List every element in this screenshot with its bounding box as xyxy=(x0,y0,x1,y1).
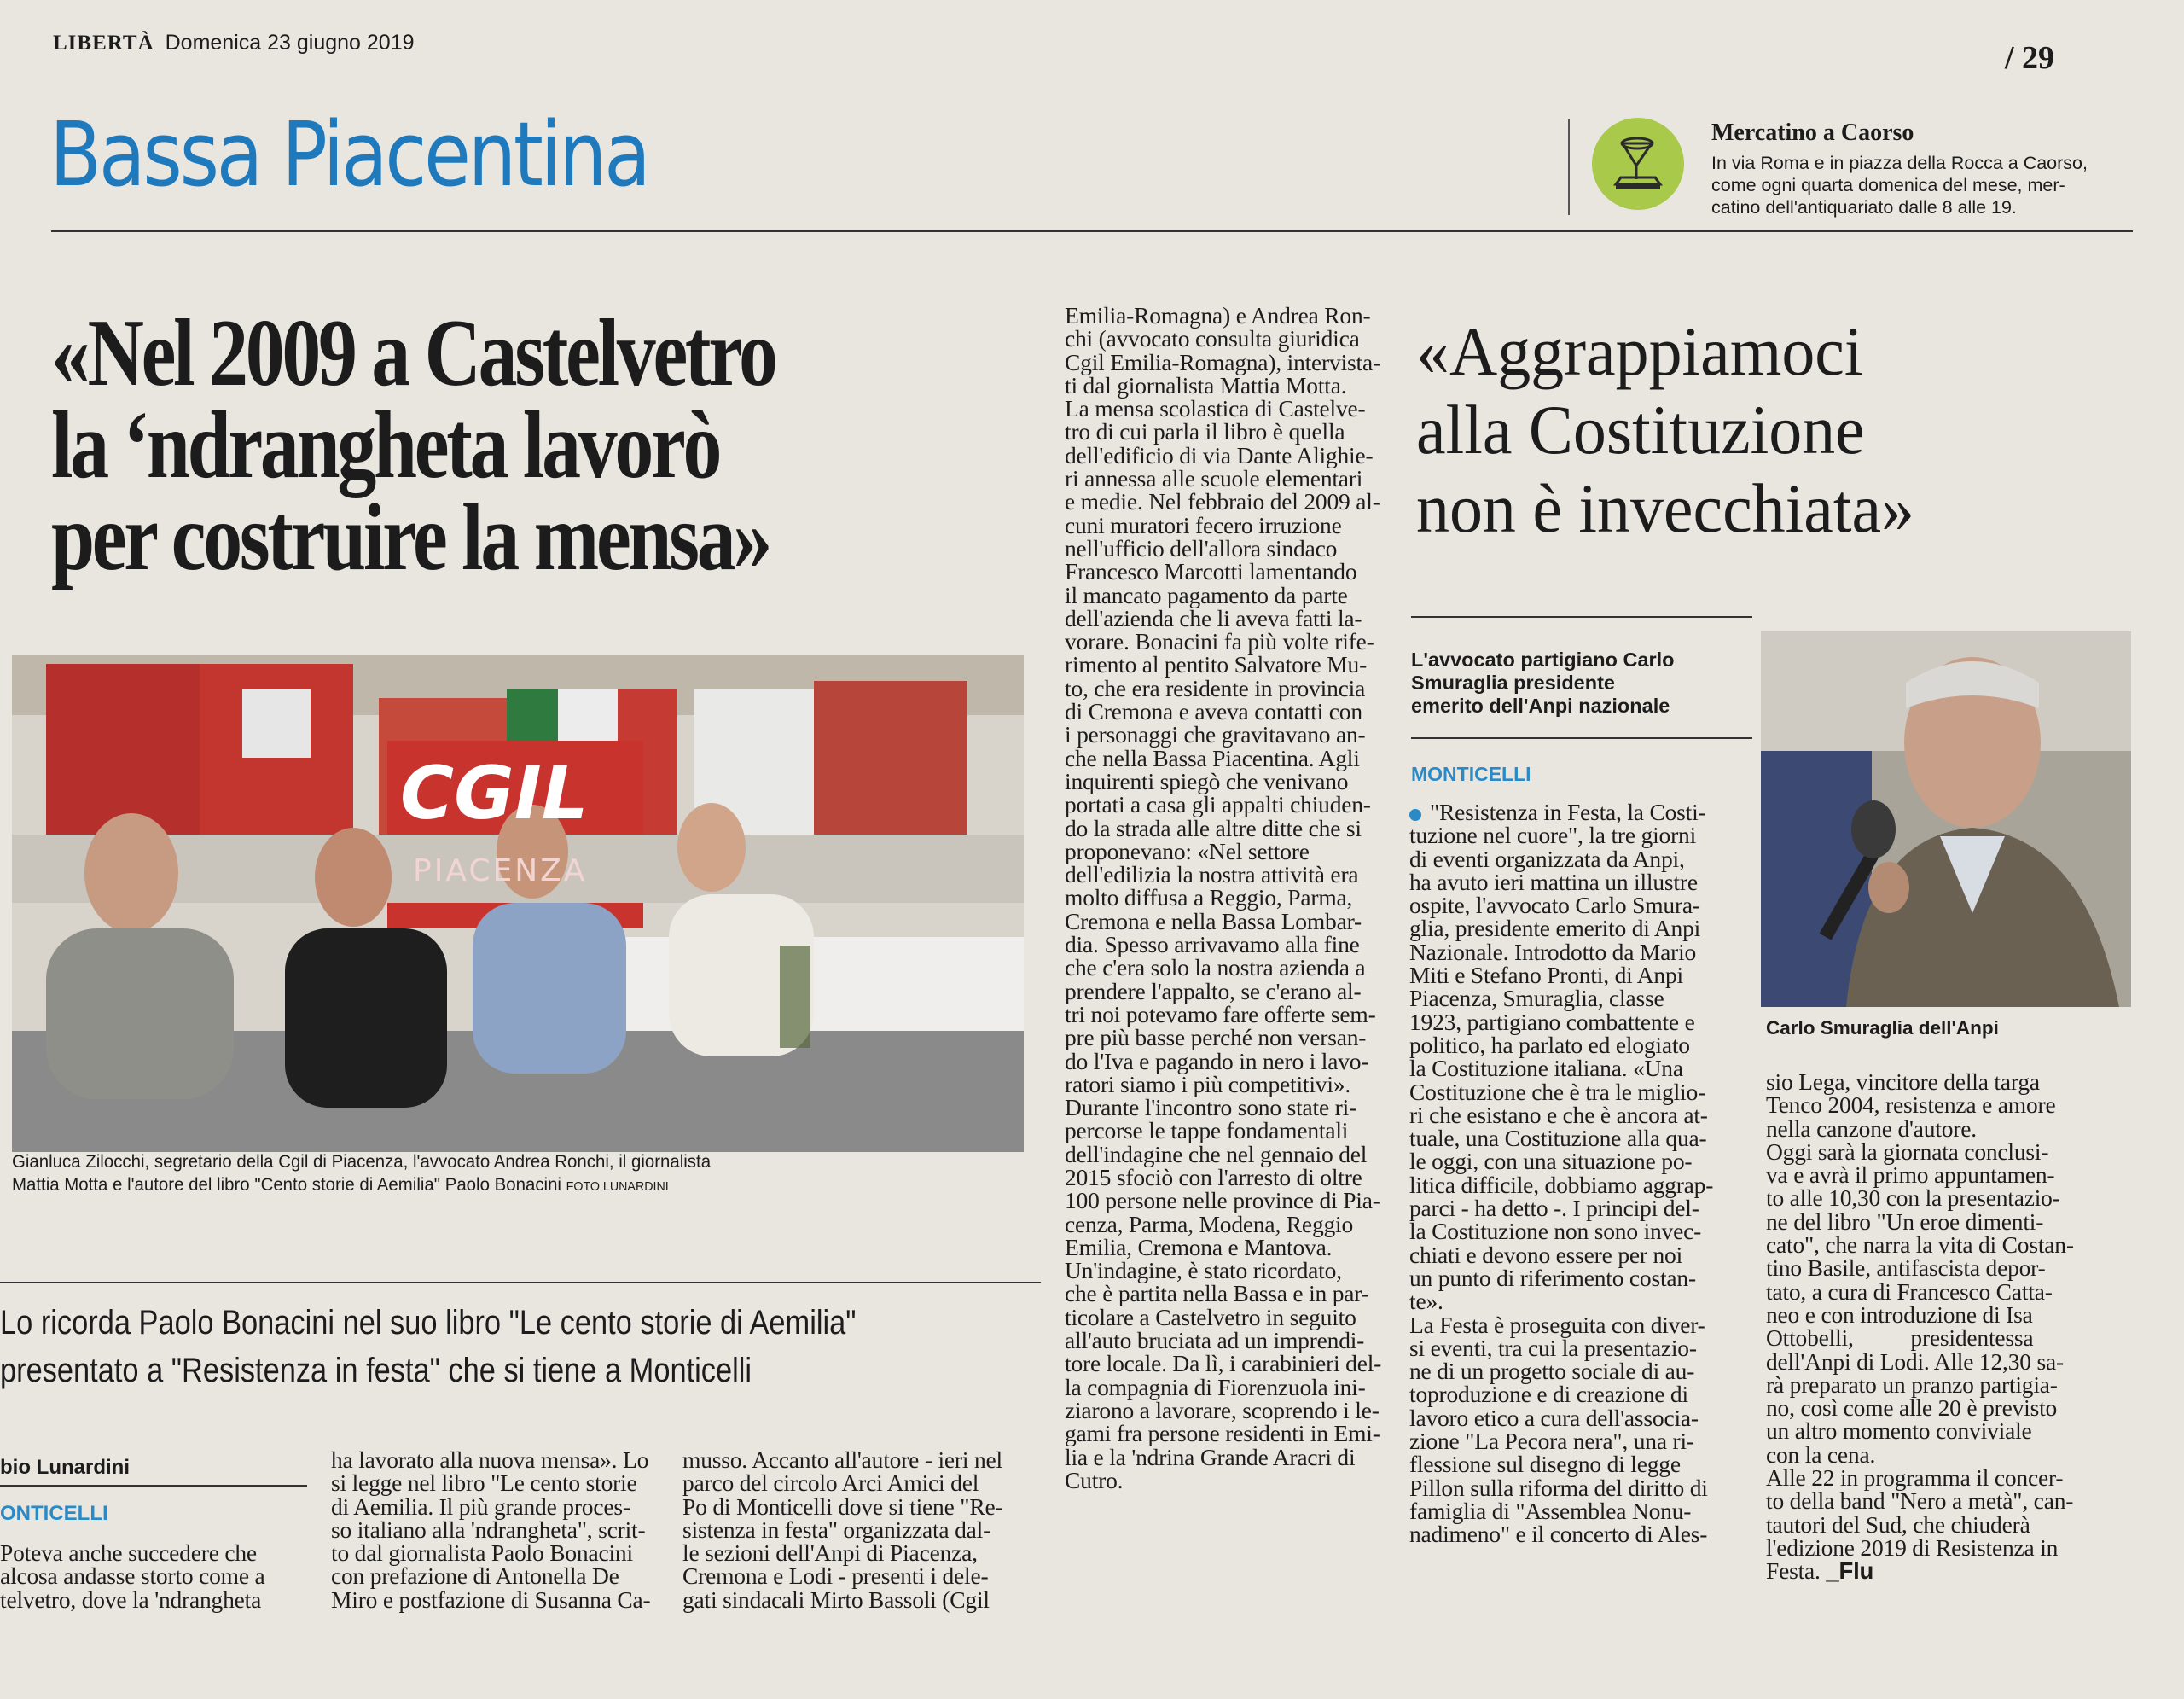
text-line: tino Basile, antifascista depor- xyxy=(1766,1254,2046,1282)
text-line: no, così come alle 20 è previsto xyxy=(1766,1394,2058,1422)
text-line: chi (avvocato consulta giuridica xyxy=(1065,325,1360,352)
text-line: chiati e devono essere per noi xyxy=(1409,1241,1683,1268)
text-line: tri noi potevamo fare offerte sem- xyxy=(1065,1000,1376,1027)
text-line: famiglia di "Assemblea Nonu- xyxy=(1409,1497,1692,1524)
notice-divider xyxy=(1568,119,1570,215)
text-line: zione "La Pecora nera", una ri- xyxy=(1409,1428,1694,1455)
text-line: la Costituzione italiana. «Una xyxy=(1409,1055,1683,1082)
text-line: glia, presidente emerito di Anpi xyxy=(1409,915,1701,942)
text-line: so italiano alla 'ndrangheta", scrit- xyxy=(331,1516,646,1543)
article1-photo-caption xyxy=(12,1150,711,1198)
masthead-row xyxy=(53,31,415,55)
text-line: tore locale. Da lì, i carabinieri del- xyxy=(1065,1350,1382,1377)
text-line: ziarono a lavorare, scoprendo i le- xyxy=(1065,1396,1380,1423)
caption-line: Mattia Motta e l'autore del libro "Cento storie di Aemilia" Paolo Bonacini xyxy=(12,1174,561,1195)
headline-line: la ‘ndrangheta lavorò xyxy=(51,393,720,498)
text-line: Durante l'incontro sono state ri- xyxy=(1065,1094,1357,1121)
author-signature: _Flu xyxy=(1826,1557,1874,1585)
header-rule xyxy=(51,230,2133,232)
text-line: gati sindacali Mirto Bassoli (Cgil xyxy=(682,1586,990,1613)
text-line: 1923, partigiano combattente e xyxy=(1409,1008,1695,1035)
text-line: Oggi sarà la giornata conclusi- xyxy=(1766,1138,2049,1165)
text-line: neo e con introduzione di Isa xyxy=(1766,1300,2033,1328)
masthead: LIBERTÀ xyxy=(53,32,154,55)
article1-column-2 xyxy=(331,1448,651,1611)
text-line: dell'indagine che nel gennaio del xyxy=(1065,1140,1368,1167)
summary-rule xyxy=(1411,737,1752,739)
caption-line: Gianluca Zilocchi, segretario della Cgil di Piacenza, l'avvocato Andrea Ronchi, il giornalista xyxy=(12,1151,712,1172)
text-line: si eventi, tra cui la presentazio- xyxy=(1409,1334,1697,1361)
text-line: to della band "Nero a metà", can- xyxy=(1766,1487,2074,1515)
meeting-photo-illustration xyxy=(12,655,1024,1152)
text-line: lia e la 'ndrina Grande Aracri di xyxy=(1065,1443,1356,1470)
text-line: sio Lega, vincitore della targa xyxy=(1766,1068,2040,1095)
text-line: che è partita nella Bassa e in par- xyxy=(1065,1280,1369,1307)
text-line: to alle 10,30 con la presentazio- xyxy=(1766,1184,2060,1212)
text-line: nell'ufficio dell'allora sindaco xyxy=(1065,534,1338,561)
text-line: Pillon sulla riforma del diritto di xyxy=(1409,1474,1708,1501)
text-line: do l'Iva e pagando in nero i lavo- xyxy=(1065,1047,1369,1074)
text-line: Cgil Emilia-Romagna), intervista- xyxy=(1065,348,1380,375)
text-line: dia. Spesso arrivavamo alla fine xyxy=(1065,931,1360,958)
article2-headline xyxy=(1416,312,1914,548)
text-line: Miti e Stefano Pronti, di Anpi xyxy=(1409,962,1683,989)
text-line: Ottobelli, presidentessa xyxy=(1766,1324,2034,1352)
text-line: La Festa è proseguita con diver- xyxy=(1409,1311,1705,1338)
text-line: cenza, Parma, Modena, Reggio xyxy=(1065,1210,1354,1237)
text-line: Costituzione che è tra le miglio- xyxy=(1409,1078,1705,1105)
text-line: prendere l'appalto, se c'erano al- xyxy=(1065,977,1362,1004)
text-line: rimento al pentito Salvatore Mu- xyxy=(1065,651,1368,678)
notice-text xyxy=(1711,152,2088,218)
text-line: ti dal giornalista Mattia Motta. xyxy=(1065,371,1347,399)
article2-rule xyxy=(1411,616,1752,618)
text-line: Emilia, Cremona e Mantova. xyxy=(1065,1233,1333,1260)
text-line: un punto di riferimento costan- xyxy=(1409,1264,1696,1291)
text-line: toproduzione e di creazione di xyxy=(1409,1381,1688,1408)
notice-title: Mercatino a Caorso xyxy=(1711,119,1914,146)
byline: bio Lunardini xyxy=(0,1456,130,1479)
text-line: i personaggi che gravitavano an- xyxy=(1065,721,1366,748)
summary-line: emerito dell'Anpi nazionale xyxy=(1411,695,1670,717)
text-line: il mancato pagamento da parte xyxy=(1065,581,1348,608)
text-line: ne del libro "Un eroe dimenti- xyxy=(1766,1207,2044,1235)
notice-icon-circle xyxy=(1592,118,1684,210)
headline-line: «Aggrappiamoci xyxy=(1416,312,1863,390)
text-line: percorse le tappe fondamentali xyxy=(1065,1117,1349,1144)
notice-line: In via Roma e in piazza della Rocca a Caorso, xyxy=(1711,153,2088,173)
text-line: sistenza in festa" organizzata dal- xyxy=(682,1516,991,1543)
portrait-photo-illustration xyxy=(1761,631,2131,1007)
text-line: all'auto bruciata ad un imprendi- xyxy=(1065,1327,1365,1354)
summary-line: L'avvocato partigiano Carlo xyxy=(1411,649,1675,671)
text-line: do la strada alle altre ditte che si xyxy=(1065,814,1362,841)
text-line: l'edizione 2019 di Resistenza in xyxy=(1766,1533,2059,1561)
text-line: parco del circolo Arci Amici del xyxy=(682,1469,979,1497)
text-line: nella canzone d'autore. xyxy=(1766,1114,1977,1142)
text-line: di Aemilia. Il più grande proces- xyxy=(331,1492,630,1520)
article2-column-2 xyxy=(1766,1070,2095,1583)
article1-column-1 xyxy=(0,1541,299,1611)
article1-column-3 xyxy=(682,1448,1005,1611)
text-line: Tenco 2004, resistenza e amore xyxy=(1766,1091,2056,1119)
text-line: rà preparato un pranzo partigia- xyxy=(1766,1370,2058,1398)
text-line: 100 persone nelle province di Pia- xyxy=(1065,1187,1380,1214)
text-line: la compagnia di Fiorenzuola ini- xyxy=(1065,1373,1366,1400)
text-line: Un'indagine, è stato ricordato, xyxy=(1065,1257,1342,1284)
text-line: ticolare a Castelvetro in seguito xyxy=(1065,1303,1356,1330)
article1-photo xyxy=(12,655,1024,1152)
notice-line: catino dell'antiquariato dalle 8 alle 19. xyxy=(1711,197,2017,218)
text-line: ha avuto ieri mattina un illustre xyxy=(1409,868,1698,895)
text-line: con la cena. xyxy=(1766,1440,1876,1468)
text-line: tuzione nel cuore", la tre giorni xyxy=(1409,822,1697,849)
text-line: le oggi, con una situazione po- xyxy=(1409,1148,1693,1175)
banner-subtext: PIACENZA xyxy=(413,853,588,888)
text-line: tautori del Sud, che chiuderà xyxy=(1766,1510,2030,1538)
byline-rule xyxy=(0,1485,307,1487)
text-line: cuni muratori fecero irruzione xyxy=(1065,511,1342,538)
headline-line: «Nel 2009 a Castelvetro xyxy=(51,300,775,406)
dateline: ONTICELLI xyxy=(0,1502,108,1525)
text-line: la Costituzione non sono invec- xyxy=(1409,1218,1702,1245)
subhead-line: presentato a "Resistenza in festa" che si tiene a Monticelli xyxy=(0,1352,752,1389)
article1-headline xyxy=(51,300,775,591)
text-line: molto diffusa a Reggio, Parma, xyxy=(1065,884,1353,911)
issue-date: Domenica 23 giugno 2019 xyxy=(165,31,415,55)
text-line: 2015 sfociò con l'arresto di oltre xyxy=(1065,1163,1362,1190)
text-line: Cutro. xyxy=(1065,1466,1124,1493)
text-line: cato", che narra la vita di Costan- xyxy=(1766,1231,2074,1259)
subhead-rule xyxy=(0,1282,1041,1283)
text-line: tro di cui parla il libro è quella xyxy=(1065,418,1345,445)
article2-summary xyxy=(1411,649,1675,718)
text-line: le sezioni dell'Anpi di Piacenza, xyxy=(682,1539,978,1567)
text-line: un altro momento conviviale xyxy=(1766,1417,2032,1445)
page-number: / 29 xyxy=(2005,40,2055,76)
headline-line: alla Costituzione xyxy=(1416,391,1865,468)
text-line: dell'edificio di via Dante Alighie- xyxy=(1065,441,1374,468)
text-line: si legge nel libro "Le cento storie xyxy=(331,1469,637,1497)
text-line: alcosa andasse storto come a xyxy=(0,1562,265,1590)
text-line: ri che esistano e che è ancora at- xyxy=(1409,1101,1708,1128)
text-line: gami fra persone residenti in Emi- xyxy=(1065,1420,1380,1447)
text-line: dell'edilizia la nostra attività era xyxy=(1065,861,1359,888)
text-line: proponevano: «Nel settore xyxy=(1065,837,1310,864)
text-line: dell'Anpi di Lodi. Alle 12,30 sa- xyxy=(1766,1347,2064,1375)
text-line: Nazionale. Introdotto da Mario xyxy=(1409,938,1697,965)
text-line: portati a casa gli appalti chiuden- xyxy=(1065,791,1371,818)
headline-line: non è invecchiata» xyxy=(1416,469,1914,547)
text-line: va e avrà il primo appuntamen- xyxy=(1766,1161,2055,1189)
text-line: ratori siamo i più competitivi». xyxy=(1065,1070,1351,1097)
gramophone-icon xyxy=(1592,118,1684,210)
text-line: Piacenza, Smuraglia, classe xyxy=(1409,985,1664,1012)
article2-dateline: MONTICELLI xyxy=(1411,763,1531,785)
article2-photo xyxy=(1761,631,2131,1007)
summary-line: Smuraglia presidente xyxy=(1411,672,1615,694)
text-line: di Cremona e aveva contatti con xyxy=(1065,698,1362,725)
text-line: litica difficile, dobbiamo aggrap- xyxy=(1409,1171,1714,1198)
text-line: La mensa scolastica di Castelve- xyxy=(1065,395,1366,422)
text-line: telvetro, dove la 'ndrangheta xyxy=(0,1586,262,1613)
text-line: Cremona e Lodi - presenti i dele- xyxy=(682,1562,989,1590)
text-line: che c'era solo la nostra azienda a xyxy=(1065,954,1366,981)
text-line: Po di Monticelli dove si tiene "Re- xyxy=(682,1492,1003,1520)
text-line: to, che era residente in provincia xyxy=(1065,674,1366,701)
text-line: vorare. Bonacini fa più volte rife- xyxy=(1065,628,1374,655)
text-line: ha lavorato alla nuova mensa». Lo xyxy=(331,1446,649,1473)
text-line: lavoro etico a cura dell'associa- xyxy=(1409,1404,1699,1431)
text-line: te». xyxy=(1409,1288,1443,1315)
text-line: ri annessa alle scuole elementari xyxy=(1065,465,1363,492)
text-line: pre più basse perché non versan- xyxy=(1065,1024,1367,1051)
text-line: Alle 22 in programma il concer- xyxy=(1766,1464,2064,1492)
text-line: to dal giornalista Paolo Bonacini xyxy=(331,1539,633,1567)
bullet-icon xyxy=(1409,809,1421,821)
text-line: Emilia-Romagna) e Andrea Ron- xyxy=(1065,302,1371,329)
subhead-line: Lo ricorda Paolo Bonacini nel suo libro "Le cento storie di Aemilia" xyxy=(0,1304,857,1341)
text-line: con prefazione di Antonella De xyxy=(331,1562,619,1590)
article1-column-4 xyxy=(1065,304,1385,1492)
notice-line: come ogni quarta domenica del mese, mer- xyxy=(1711,175,2065,195)
text-line: tuale, una Costituzione alla qua- xyxy=(1409,1125,1707,1152)
text-line: musso. Accanto all'autore - ieri nel xyxy=(682,1446,1002,1473)
text-line: ospite, l'avvocato Carlo Smura- xyxy=(1409,892,1700,919)
text-line: flessione sul disegno di legge xyxy=(1409,1451,1681,1478)
text-line: Cremona e nella Bassa Lombar- xyxy=(1065,907,1362,934)
text-line: nadimeno" e il concerto di Ales- xyxy=(1409,1521,1708,1548)
text-line: Miro e postfazione di Susanna Ca- xyxy=(331,1586,651,1613)
banner-text: CGIL xyxy=(400,751,589,836)
text-line: di eventi organizzata da Anpi, xyxy=(1409,845,1685,872)
text-line: che nella Bassa Piacentina. Agli xyxy=(1065,744,1360,771)
text-line: Francesco Marcotti lamentando xyxy=(1065,558,1357,585)
section-title: Bassa Piacentina xyxy=(49,102,648,207)
article1-subhead xyxy=(0,1299,856,1394)
text-line: Festa. xyxy=(1766,1557,1821,1585)
text-line: Poteva anche succedere che xyxy=(0,1539,257,1566)
text-line: inquirenti spiegò che venivano xyxy=(1065,767,1349,794)
text-line: e medie. Nel febbraio del 2009 al- xyxy=(1065,488,1380,515)
article2-photo-caption: Carlo Smuraglia dell'Anpi xyxy=(1766,1017,1999,1039)
text-line: "Resistenza in Festa, la Costi- xyxy=(1430,799,1706,825)
photo-credit: FOTO LUNARDINI xyxy=(566,1179,669,1194)
text-line: politico, ha parlato ed elogiato xyxy=(1409,1031,1690,1058)
text-line: tato, a cura di Francesco Catta- xyxy=(1766,1277,2053,1305)
text-line: parci - ha detto -. I principi del- xyxy=(1409,1195,1699,1222)
text-line: ne di un progetto sociale di au- xyxy=(1409,1358,1695,1385)
text-line: dell'azienda che li aveva fatti la- xyxy=(1065,604,1362,631)
article2-column-1 xyxy=(1409,800,1740,1546)
headline-line: per costruire la mensa» xyxy=(51,485,770,591)
